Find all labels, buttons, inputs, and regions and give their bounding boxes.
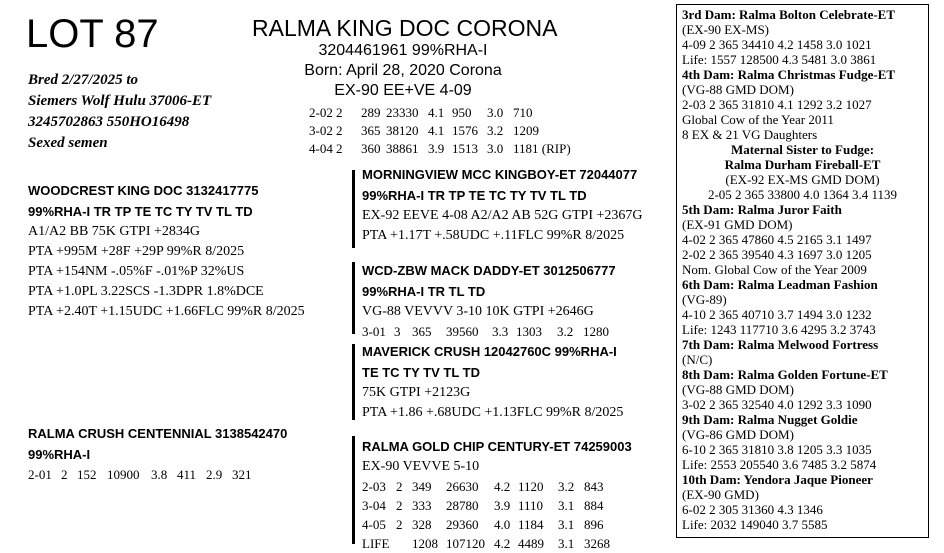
pedigree-line: 4-02 2 365 47860 4.5 2165 3.1 1497 — [682, 232, 872, 247]
sire-dam-name: WCD-ZBW MACK DADDY-ET 3012506777 — [362, 263, 616, 278]
cow-classification: EX-90 EE+VE 4-09 — [334, 82, 472, 99]
dam-block — [28, 423, 287, 484]
pedigree-line: Life: 2553 205540 3.6 7485 3.2 5874 — [682, 457, 877, 472]
sire-dam-block — [362, 260, 616, 341]
pedigree-dam-heading: 8th Dam: Ralma Golden Fortune-ET — [682, 367, 888, 382]
cow-id: 3204461961 99%RHA-I — [318, 42, 488, 59]
bred-line: 3245702863 550HO16498 — [28, 114, 190, 130]
pedigree-line: (VG-86 GMD DOM) — [682, 427, 794, 442]
sire-dam-breed: 99%RHA-I TR TL TD — [362, 284, 486, 299]
pedigree-dam-heading: 10th Dam: Yendora Jaque Pioneer — [682, 472, 873, 487]
pedigree-dam-heading: Maternal Sister to Fudge: — [730, 142, 875, 157]
pedigree-line: 2-03 2 365 31810 4.1 1292 3.2 1027 — [682, 97, 872, 112]
pedigree-line: 2-02 2 365 39540 4.3 1697 3.0 1205 — [682, 247, 872, 262]
pedigree-line: 4-10 2 365 40710 3.7 1494 3.0 1232 — [682, 307, 872, 322]
lot-number: LOT 87 — [26, 12, 159, 56]
sire-line: PTA +154NM -.05%F -.01%P 32%US — [28, 264, 245, 279]
dam-dam-name: RALMA GOLD CHIP CENTURY-ET 74259003 — [362, 439, 632, 454]
dam-sire-line: 75K GTPI +2123G — [362, 385, 471, 400]
lactation-row: 3-04 2 333 28780 3.9 1110 3.1 884 — [362, 498, 604, 513]
pedigree-line: 8 EX & 21 VG Daughters — [682, 127, 818, 142]
sire-line: PTA +1.0PL 3.22SCS -1.3DPR 1.8%DCE — [28, 284, 264, 299]
bred-line: Bred 2/27/2025 to — [28, 72, 139, 88]
bracket-bar — [352, 170, 355, 248]
pedigree-line: 3-02 2 365 32540 4.0 1292 3.3 1090 — [682, 397, 872, 412]
lactation-row: 3-01 3 365 39560 3.3 1303 3.2 1280 — [362, 324, 609, 339]
dam-sire-line: PTA +1.86 +.68UDC +1.13FLC 99%R 8/2025 — [362, 405, 624, 420]
pedigree-line: (EX-90 EX-MS) — [682, 22, 770, 37]
pedigree-dam-heading: 6th Dam: Ralma Leadman Fashion — [682, 277, 878, 292]
lactation-row: 2-01 2 152 10900 3.8 411 2.9 321 — [28, 467, 252, 482]
bracket-bar — [352, 344, 355, 420]
lactation-row: 4-05 2 328 29360 4.0 1184 3.1 896 — [362, 517, 604, 532]
pedigree-line: (VG-89) — [682, 292, 727, 307]
pedigree-dam-heading: 7th Dam: Ralma Melwood Fortress — [682, 337, 879, 352]
pedigree-dam-heading: 9th Dam: Ralma Nugget Goldie — [682, 412, 858, 427]
pedigree-line: Life: 2032 149040 3.7 5585 — [682, 517, 828, 532]
pedigree-box — [676, 4, 929, 538]
pedigree-line: Global Cow of the Year 2011 — [682, 112, 834, 127]
bracket-bar — [352, 436, 355, 544]
pedigree-dam-heading: Ralma Durham Fireball-ET — [724, 157, 881, 172]
pedigree-dam-heading: 5th Dam: Ralma Juror Faith — [682, 202, 842, 217]
pedigree-line: Nom. Global Cow of the Year 2009 — [682, 262, 867, 277]
pedigree-line: 4-09 2 365 34410 4.2 1458 3.0 1021 — [682, 37, 872, 52]
breeding-info — [28, 70, 211, 154]
cow-born: Born: April 28, 2020 Corona — [304, 62, 502, 79]
pedigree-line: Life: 1243 117710 3.6 4295 3.2 3743 — [682, 322, 876, 337]
sire-block — [28, 180, 305, 322]
pedigree-dam-heading: 3rd Dam: Ralma Bolton Celebrate-ET — [682, 7, 896, 22]
pedigree-line: 6-10 2 365 31810 3.8 1205 3.3 1035 — [682, 442, 872, 457]
lactation-row: 2-02 2 289 23330 4.1 950 3.0 710 — [309, 105, 533, 120]
lactation-row: 3-02 2 365 38120 4.1 1576 3.2 1209 — [309, 123, 539, 138]
pedigree-line: (VG-88 GMD DOM) — [682, 82, 794, 97]
sire-line: PTA +2.40T +1.15UDC +1.66FLC 99%R 8/2025 — [28, 304, 305, 319]
dam-sire-breed: TE TC TY TV TL TD — [362, 365, 480, 380]
dam-dam-class: EX-90 VEVVE 5-10 — [362, 459, 480, 474]
sire-sire-breed: 99%RHA-I TR TP TE TC TY TV TL TD — [362, 188, 587, 203]
pedigree-line: (N/C) — [682, 352, 713, 367]
sire-line: A1/A2 BB 75K GTPI +2834G — [28, 224, 201, 239]
sire-line: PTA +995M +28F +29P 99%R 8/2025 — [28, 244, 245, 259]
sire-name: WOODCREST KING DOC 3132417775 — [28, 183, 259, 198]
sire-sire-line: PTA +1.17T +.58UDC +.11FLC 99%R 8/2025 — [362, 228, 625, 243]
bracket-bar — [352, 262, 355, 334]
sire-sire-name: MORNINGVIEW MCC KINGBOY-ET 72044077 — [362, 167, 638, 182]
dam-name: RALMA CRUSH CENTENNIAL 3138542470 — [28, 426, 288, 441]
lactation-row: 2-03 2 349 26630 4.2 1120 3.2 843 — [362, 479, 604, 494]
pedigree-line: (EX-92 EX-MS GMD DOM) — [725, 172, 880, 187]
bred-line: Siemers Wolf Hulu 37006-ET — [28, 93, 212, 109]
sire-sire-block — [362, 164, 643, 246]
sire-sire-line: EX-92 EEVE 4-08 A2/A2 AB 52G GTPI +2367G — [362, 208, 643, 223]
sire-dam-line: VG-88 VEVVV 3-10 10K GTPI +2646G — [362, 304, 594, 319]
dam-sire-block — [362, 341, 623, 423]
pedigree-line: (EX-91 GMD DOM) — [682, 217, 793, 232]
lactation-row: LIFE 1208 107120 4.2 4489 3.1 3268 — [362, 536, 610, 551]
cow-name: RALMA KING DOC CORONA — [252, 15, 558, 41]
pedigree-line: (EX-90 GMD) — [682, 487, 759, 502]
lactation-row: 4-04 2 360 38861 3.9 1513 3.0 1181 (RIP) — [309, 141, 571, 156]
pedigree-line: 2-05 2 365 33800 4.0 1364 3.4 1139 — [707, 187, 898, 202]
pedigree-line: (VG-88 GMD DOM) — [682, 382, 794, 397]
dam-breed: 99%RHA-I — [28, 447, 91, 462]
cow-lactations — [309, 104, 571, 158]
sire-breed: 99%RHA-I TR TP TE TC TY TV TL TD — [28, 204, 253, 219]
dam-dam-block — [362, 436, 632, 553]
pedigree-dam-heading: 4th Dam: Ralma Christmas Fudge-ET — [682, 67, 896, 82]
bred-line: Sexed semen — [28, 135, 108, 151]
pedigree-line: Life: 1557 128500 4.3 5481 3.0 3861 — [682, 52, 877, 67]
pedigree-line: 6-02 2 305 31360 4.3 1346 — [682, 502, 823, 517]
dam-sire-name: MAVERICK CRUSH 12042760C 99%RHA-I — [362, 344, 617, 359]
